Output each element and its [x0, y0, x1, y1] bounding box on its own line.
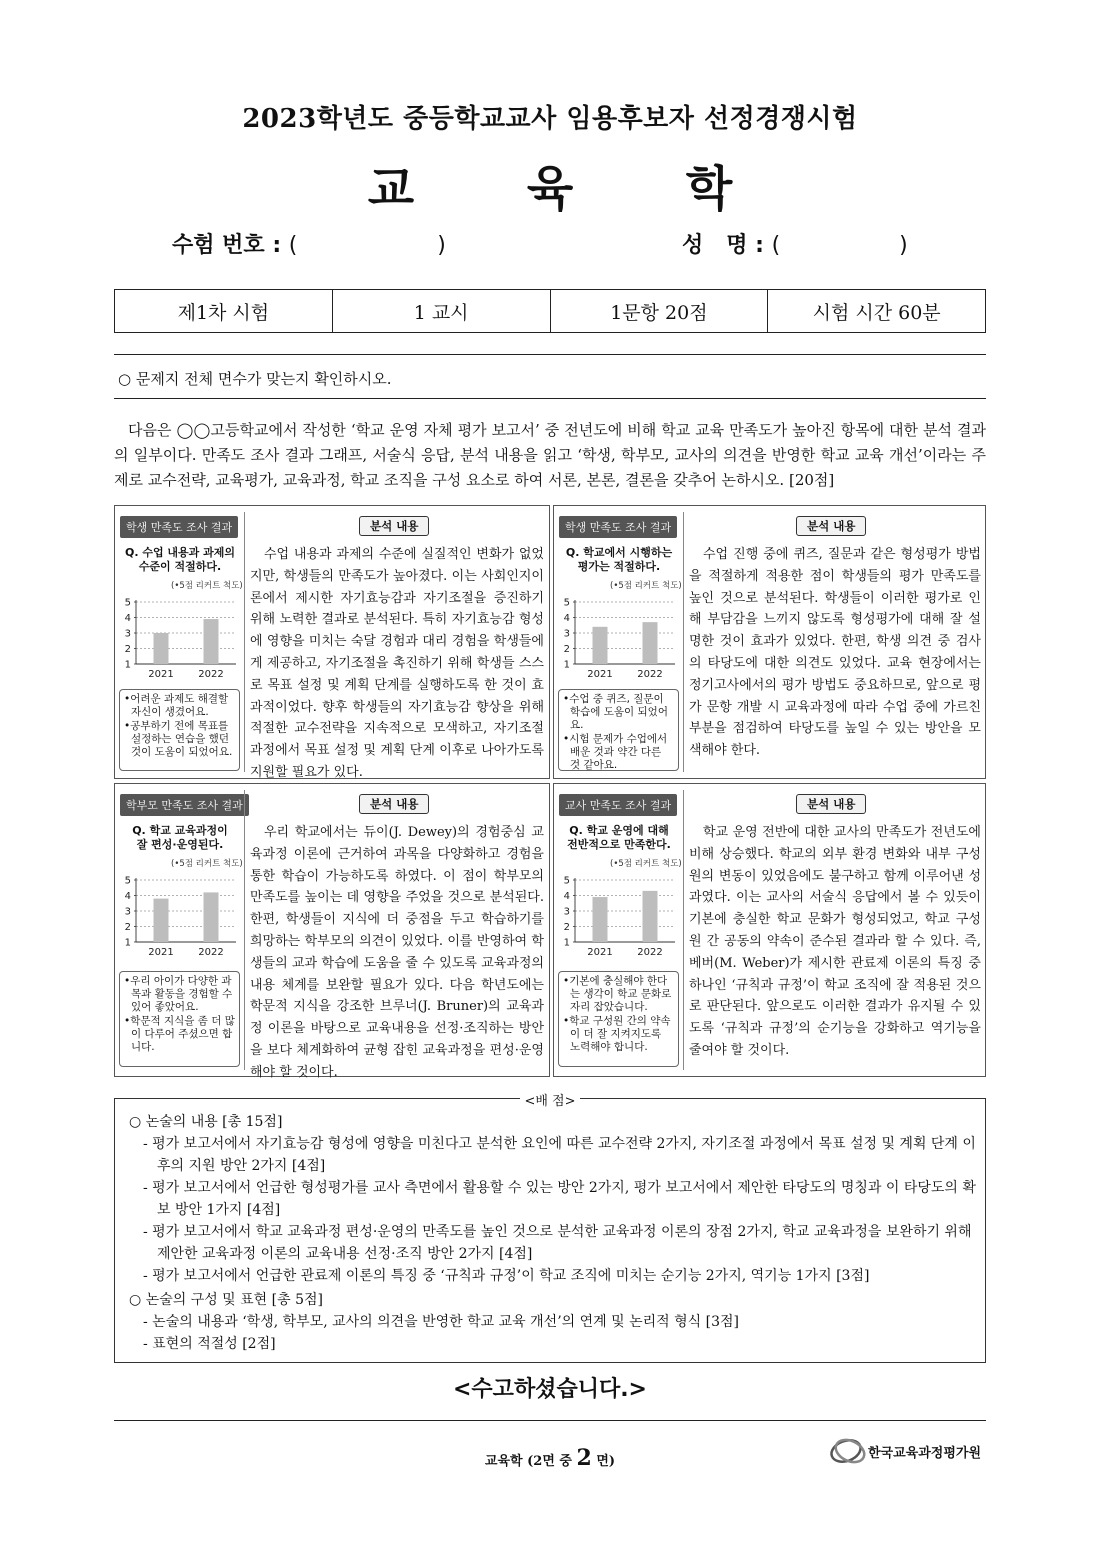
exam-number-label: 수험 번호 :	[172, 233, 282, 258]
analysis-text: 우리 학교에서는 듀이(J. Dewey)의 경험중심 교육과정 이론에 근거하여 과목을 다양화하고 경험을 통한 학습이 가능하도록 하였다. 이 점이 학부모의 만족도를 높이는 데 영향을 주었을 것으로 분석된다. 한편, 학생들이 지식에 더 중점을 두고 학습하기를 희망하는 학부모의 의견이 있었다. 이를 반영하여 학생들의 교과 학습에 도움을 줄 수 있도록 교육과정의 내용 체계를 보완할 필요가 있다. 다음 학년도에는 학문적 지식을 강조한 브루너(J. Bruner)의 교육과정 이론을 바탕으로 교육내용을 선정·조직하는 방안을 보다 체계화하여 균형 잡힌 교육과정을 편성·운영해야 할 것이다.	[250, 825, 544, 1080]
bar-2021	[593, 627, 608, 664]
panel-divider	[683, 512, 684, 772]
y-tick-label: 4	[563, 891, 570, 902]
panel-header: 학부모 만족도 조사 결과	[120, 794, 249, 816]
prompt-text: 다음은 ◯◯고등학교에서 작성한 ‘학교 운영 자체 평가 보고서’ 중 전년도에 비해 학교 교육 만족도가 높아진 항목에 대한 분석 결과의 일부이다. 만족도 조사 결과 그래프, 서술식 응답, 분석 내용을 읽고 ‘학생, 학부모, 교사의 의견을 반영한 학교 교육 개선’이라는 주제로 교수전략, 교육평가, 교육과정, 학교 조직을 구성 요소로 하여 서론, 본론, 결론을 갖추어 논하시오. [20점]	[114, 421, 986, 489]
x-tick-label: 2021	[587, 947, 613, 957]
comment: •수업 중 퀴즈, 질문이 학습에 도움이 되었어요.	[563, 693, 668, 731]
y-tick-label: 3	[563, 906, 570, 918]
info-time: 시험 시간 60분	[812, 301, 941, 324]
comments-box	[558, 689, 679, 771]
bar-2022	[643, 622, 658, 664]
y-tick-label: 1	[124, 659, 131, 671]
exam-info-table	[114, 289, 986, 333]
scoring-item: - 평가 보고서에서 언급한 관료제 이론의 특징 중 ‘규칙과 규정’이 학교 조직에 미치는 순기능 2가지, 역기능 1가지 [3점]	[143, 1268, 870, 1284]
comment: •우리 아이가 다양한 과목과 활동을 경험할 수 있어 좋았어요.	[124, 975, 233, 1013]
scoring-item: - 표현의 적절성 [2점]	[143, 1336, 276, 1352]
panel-header: 교사 만족도 조사 결과	[559, 794, 677, 816]
question-prompt	[114, 418, 986, 493]
analysis-text: 학교 운영 전반에 대한 교사의 만족도가 전년도에 비해 상승했다. 학교의 외부 환경 변화와 내부 구성원의 변동이 있었음에도 불구하고 함께 이루어낸 성과였다. 이는 교사의 서술식 응답에서 볼 수 있듯이 기본에 충실한 학교 문화가 형성되었고, 학교 구성원 간 공동의 약속이 준수된 결과라 할 수 있다. 즉, 베버(M. Weber)가 제시한 관료제 이론의 특징 중 하나인 ‘규칙과 규정’이 학교 조직에 잘 적용된 것으로 판단된다. 앞으로도 이러한 결과가 유지될 수 있도록 ‘규칙과 규정’의 순기능을 강화하고 역기능을 줄여야 할 것이다.	[689, 825, 981, 1058]
scoring-item: - 평가 보고서에서 학교 교육과정 편성·운영의 만족도를 높인 것으로 분석한 교육과정 이론의 장점 2가지, 학교 교육과정을 보완하기 위해 제안한 교육과정 이론의 교육내용 선정·조직 방안 2가지 [4점]	[143, 1224, 972, 1262]
panel-student-instruction	[114, 505, 550, 779]
y-tick-label: 4	[124, 613, 131, 624]
y-tick-label: 2	[563, 922, 570, 933]
y-tick-label: 2	[124, 922, 131, 933]
comment: •학교 구성원 간의 약속이 더 잘 지켜지도록 노력해야 합니다.	[563, 1015, 671, 1053]
analysis-text: 수업 진행 중에 퀴즈, 질문과 같은 형성평가 방법을 적절하게 적용한 점이 학생들의 평가 만족도를 높인 것으로 분석된다. 학생들이 이러한 평가로 인해 부담감을 느끼지 않도록 형성평가에 대해 잘 설명한 것이 효과가 있었다. 한편, 학생 의견 중 검사의 타당도에 대한 의견도 있었다. 교육 현장에서는 정기고사에서의 평가 방법도 중요하므로, 앞으로 평가 문항 개발 시 교육과정에 따라 수업 중에 가르친 부분을 점검하여 타당도를 높일 수 있는 방안을 모색해야 한다.	[689, 547, 981, 759]
scale-note: (•5점 리커트 척도)	[610, 859, 682, 869]
survey-question: Q. 수업 내용과 과제의 수준이 적절하다.	[124, 546, 236, 573]
bar-chart	[120, 594, 240, 679]
comments-box	[558, 971, 679, 1067]
analysis-content	[250, 822, 544, 1084]
bar-chart	[559, 872, 679, 957]
scoring-box	[114, 1094, 986, 1363]
panel-teacher-operation	[553, 783, 986, 1077]
exam-number-field[interactable]: ( )	[288, 233, 446, 258]
scale-note: (•5점 리커트 척도)	[171, 581, 243, 591]
x-tick-label: 2021	[148, 947, 174, 957]
panel-header: 학생 만족도 조사 결과	[120, 516, 238, 538]
kice-logo-icon	[828, 1434, 868, 1468]
analysis-text: 수업 내용과 과제의 수준에 실질적인 변화가 없었지만, 학생들의 만족도가 높아졌다. 이는 사회인지이론에서 제시한 자기효능감과 자기조절을 증진하기 위해 노력한 결과로 분석된다. 특히 자기효능감 형성에 영향을 미치는 숙달 경험과 대리 경험을 학생들에게 제공하고, 자기조절을 촉진하기 위해 학생들 스스로 목표 설정 및 계획 단계를 실행하도록 한 것이 효과적이었다. 향후 학생들의 자기효능감 향상을 위해 적절한 교수전략을 지속적으로 모색하고, 자기조절 과정에서 목표 설정 및 계획 단계 이후로 나아가도록 지원할 필요가 있다.	[250, 547, 544, 780]
y-tick-label: 2	[563, 644, 570, 655]
analysis-label: 분석 내용	[796, 516, 866, 536]
y-tick-label: 2	[124, 644, 131, 655]
scoring-structure-section	[129, 1289, 979, 1355]
bar-2021	[593, 897, 608, 942]
analysis-label: 분석 내용	[359, 516, 429, 536]
analysis-content	[250, 544, 544, 784]
x-tick-label: 2022	[198, 669, 224, 679]
subject-title: 교 육 학	[367, 161, 781, 217]
kice-logo	[828, 1434, 981, 1468]
bar-2022	[643, 891, 658, 942]
bar-chart	[559, 594, 679, 679]
x-tick-label: 2021	[148, 669, 174, 679]
bar-2022	[204, 892, 219, 942]
name-label: 성 명 :	[682, 233, 764, 258]
name-field[interactable]: ( )	[771, 233, 908, 258]
y-tick-label: 5	[563, 597, 570, 609]
panel-divider	[683, 790, 684, 1070]
analysis-content	[689, 544, 981, 762]
scoring-heading: ○ 논술의 구성 및 표현 [총 5점]	[129, 1292, 323, 1308]
panel-header: 학생 만족도 조사 결과	[559, 516, 677, 538]
scoring-item: - 논술의 내용과 ‘학생, 학부모, 교사의 의견을 반영한 학교 교육 개선’의 연계 및 논리적 형식 [3점]	[143, 1314, 739, 1330]
exam-title: 2023학년도 중등학교교사 임용후보자 선정경쟁시험	[242, 104, 858, 134]
y-tick-label: 1	[563, 937, 570, 949]
y-tick-label: 3	[563, 628, 570, 640]
x-tick-label: 2021	[587, 669, 613, 679]
y-tick-label: 5	[124, 875, 131, 887]
analysis-label: 분석 내용	[796, 794, 866, 814]
divider	[114, 354, 986, 355]
scoring-item: - 평가 보고서에서 자기효능감 형성에 영향을 미친다고 분석한 요인에 따른 교수전략 2가지, 자기조절 과정에서 목표 설정 및 계획 단계 이후의 지원 방안 2가지 [4점]	[143, 1136, 976, 1174]
panel-student-assessment	[553, 505, 986, 779]
exam-number	[172, 228, 446, 259]
analysis-content	[689, 822, 981, 1062]
closing-message: <수고하셨습니다.>	[453, 1377, 647, 1402]
scoring-title: <배 점>	[520, 1094, 579, 1109]
x-tick-label: 2022	[198, 947, 224, 957]
comment: •학문적 지식을 좀 더 많이 다루어 주셨으면 합니다.	[124, 1015, 235, 1053]
page-current: 2	[576, 1445, 592, 1471]
info-period: 1 교시	[333, 290, 551, 332]
analysis-label: 분석 내용	[359, 794, 429, 814]
bar-2022	[204, 619, 219, 664]
y-tick-label: 4	[563, 613, 570, 624]
scoring-content-section	[129, 1111, 979, 1287]
y-tick-label: 3	[124, 906, 131, 918]
comment: •기본에 충실해야 한다는 생각이 학교 문화로 자리 잡았습니다.	[563, 975, 672, 1013]
page-suffix: 면)	[596, 1454, 616, 1469]
x-tick-label: 2022	[637, 947, 663, 957]
divider	[114, 398, 986, 399]
panel-divider	[244, 512, 245, 772]
bar-2021	[154, 633, 169, 664]
y-tick-label: 5	[563, 875, 570, 887]
survey-question: Q. 학교 교육과정이 잘 편성·운영된다.	[132, 824, 228, 851]
comment: •시험 문제가 수업에서 배운 것과 약간 다른 것 같아요.	[563, 733, 668, 771]
page-prefix: 교육학 (2면 중	[484, 1454, 572, 1469]
scoring-item: - 평가 보고서에서 언급한 형성평가를 교사 측면에서 활용할 수 있는 방안 2가지, 평가 보고서에서 제안한 타당도의 명칭과 이 타당도의 확보 방안 1가지 [4점]	[143, 1180, 976, 1218]
y-tick-label: 5	[124, 597, 131, 609]
scale-note: (•5점 리커트 척도)	[171, 859, 243, 869]
bar-chart	[120, 872, 240, 957]
y-tick-label: 3	[124, 628, 131, 640]
panel-parent-curriculum	[114, 783, 550, 1080]
comments-box	[119, 689, 240, 771]
comment: •공부하기 전에 목표를 설정하는 연습을 했던 것이 도움이 되었어요.	[124, 720, 233, 758]
y-tick-label: 1	[563, 659, 570, 671]
info-points: 1문항 20점	[551, 290, 769, 332]
survey-question: Q. 학교 운영에 대해 전반적으로 만족한다.	[567, 824, 671, 851]
y-tick-label: 4	[124, 891, 131, 902]
footer-divider	[114, 1420, 986, 1421]
comment: •어려운 과제도 해결할 자신이 생겼어요.	[124, 693, 229, 718]
notice: ○ 문제지 전체 면수가 맞는지 확인하시오.	[118, 370, 392, 388]
y-tick-label: 1	[124, 937, 131, 949]
logo-text: 한국교육과정평가원	[868, 1445, 982, 1461]
candidate-name	[682, 228, 908, 259]
bar-2021	[154, 899, 169, 942]
survey-question: Q. 학교에서 시행하는 평가는 적절하다.	[565, 546, 673, 573]
scoring-heading: ○ 논술의 내용 [총 15점]	[129, 1114, 283, 1130]
info-stage: 제1차 시험	[115, 290, 333, 332]
panel-divider	[244, 790, 245, 1070]
scale-note: (•5점 리커트 척도)	[610, 581, 682, 591]
comments-box	[119, 971, 240, 1067]
x-tick-label: 2022	[637, 669, 663, 679]
